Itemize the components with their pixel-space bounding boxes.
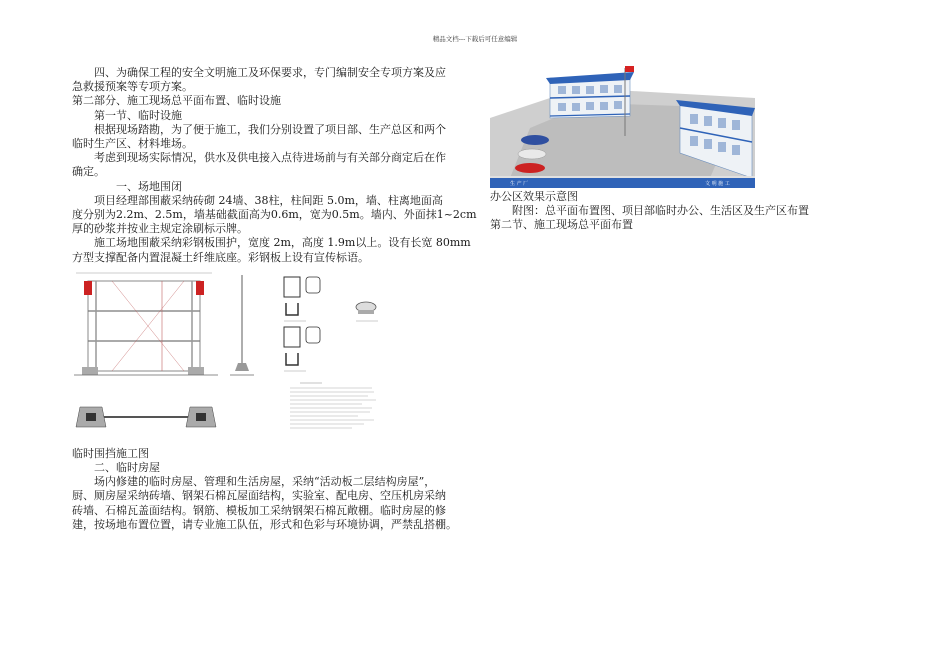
paragraph: 附图：总平面布置图、项目部临时办公、生活区及生产区布置 xyxy=(512,204,809,218)
subsection-heading: 二、临时房屋 xyxy=(94,461,160,475)
office-area-rendering xyxy=(490,58,755,187)
fence-sign-left: 生 产 厂 xyxy=(510,181,529,187)
part-heading: 第二部分、施工现场总平面布置、临时设施 xyxy=(72,94,281,108)
paragraph: 场内修建的临时房屋、管理和生活房屋，采纳“活动板二层结构房屋”， xyxy=(94,475,436,489)
right-column xyxy=(490,58,830,233)
flag xyxy=(625,66,634,72)
paragraph: 根据现场踏勘，为了便于施工，我们分别设置了项目部、生产总区和两个 xyxy=(94,122,446,136)
fence-drawing-svg xyxy=(72,267,462,447)
office-rendering-svg xyxy=(490,58,755,188)
figure-caption: 临时围挡施工图 xyxy=(72,446,149,460)
car-blue xyxy=(521,135,549,145)
paragraph: 考虑到现场实际情况，供水及供电接入点待进场前与有关部分商定后在作 xyxy=(94,151,446,165)
subsection-heading: 一、场地围闭 xyxy=(116,179,182,193)
section-heading: 第一节、临时设施 xyxy=(94,108,182,122)
paragraph-cont: 砖墙、石棉瓦盖面结构。钢筋、模板加工采纳钢架石棉瓦敞棚。临时房屋的修 xyxy=(72,503,446,517)
paragraph: 四、为确保工程的安全文明施工及环保要求，专门编制安全专项方案及应 xyxy=(94,66,446,79)
section-heading: 第二节、施工现场总平面布置 xyxy=(490,218,633,232)
photo-caption: 办公区效果示意图 xyxy=(490,190,578,203)
paragraph: 施工场地围蔽采纳彩钢板围护，宽度 2m，高度 1.9m以上。设有长宽 80mm xyxy=(94,236,471,250)
car-red xyxy=(515,163,545,173)
paragraph-cont: 建，按场地布置位置，请专业施工队伍，形式和色彩与环境协调，严禁乱搭棚。 xyxy=(72,517,457,531)
car-white xyxy=(518,149,546,159)
paragraph-cont: 方型支撑配备内置混凝土纤维底座。彩钢板上设有宣传标语。 xyxy=(72,250,369,264)
paragraph-cont: 确定。 xyxy=(72,165,105,179)
paragraph-cont: 急救援预案等专项方案。 xyxy=(72,80,193,94)
page-header: 精品文档---下载后可任意编辑 xyxy=(432,35,518,43)
paragraph-cont: 厚的砂浆并按业主规定涂刷标示牌。 xyxy=(72,222,248,236)
fence-sign-right: 文 明 施 工 xyxy=(705,181,730,187)
left-column xyxy=(72,66,477,532)
paragraph: 项目经理部围蔽采纳砖砌 24墙、38柱，柱间距 5.0m，墙、柱离地面高 xyxy=(94,193,443,207)
paragraph-cont: 临时生产区、材料堆场。 xyxy=(72,137,193,151)
fence-construction-drawing xyxy=(72,267,462,447)
paragraph-cont: 厨、厕房屋采纳砖墙、钢架石棉瓦屋面结构，实验室、配电房、空压机房采纳 xyxy=(72,489,446,503)
paragraph-cont: 度分别为2.2m、2.5m，墙基础截面高为0.6m，宽为0.5m。墙内、外面抹1~2cm xyxy=(72,208,477,222)
